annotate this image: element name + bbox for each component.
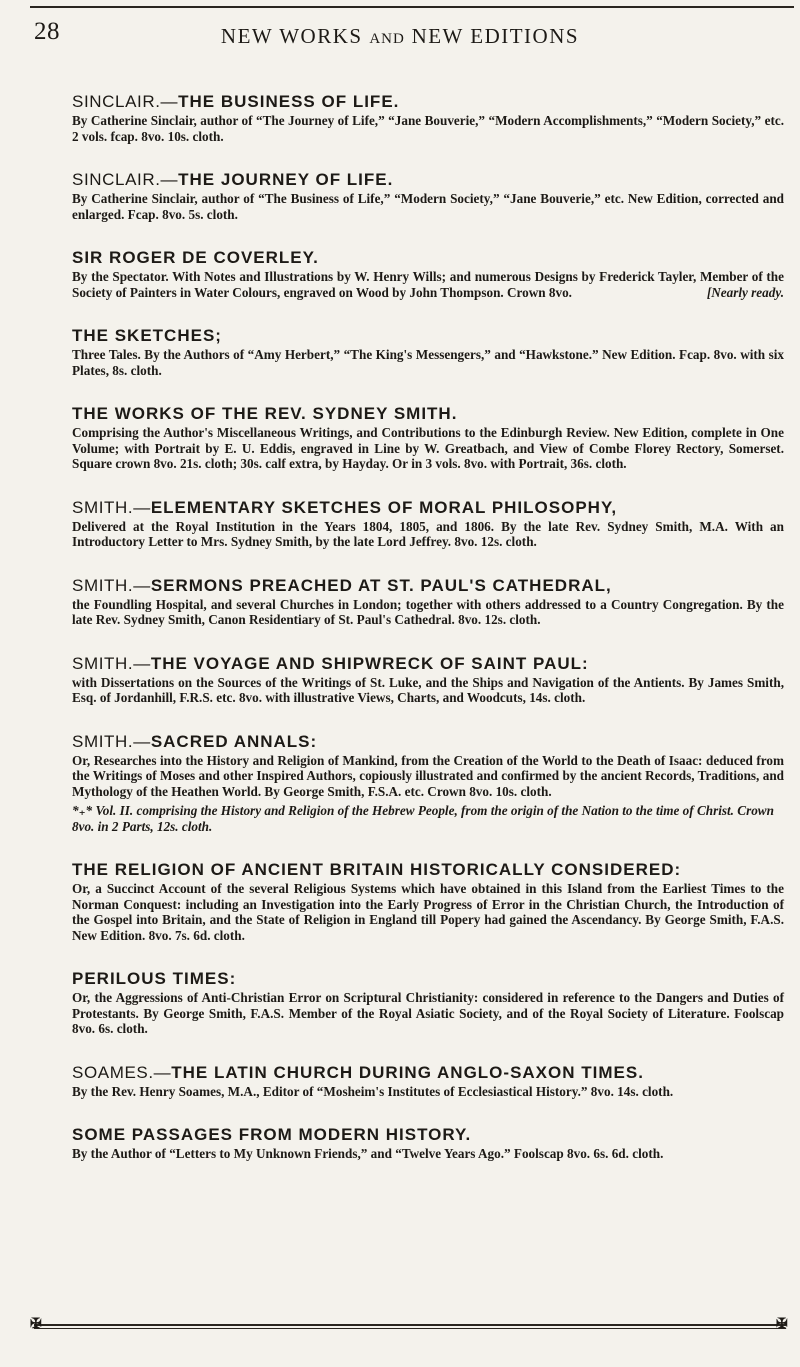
entry-author: SMITH.—	[72, 575, 151, 595]
running-head-part1: NEW WORKS	[220, 24, 363, 48]
list-item	[72, 170, 784, 222]
list-item	[72, 404, 784, 472]
list-item	[72, 969, 784, 1037]
list-item	[72, 654, 784, 706]
entry-title	[72, 498, 784, 517]
entry-title	[72, 92, 784, 111]
entry-title-text: SACRED ANNALS:	[150, 731, 318, 751]
entry-author: SMITH.—	[72, 731, 151, 751]
entry-description: Comprising the Author's Miscellaneous Writings, and Contributions to the Edinburgh Review. New Edition, complete in One Volume; with Portrait by E. U. Eddis, engraved in Line by W. Greatbach, and View of Combe Florey Rectory, Somerset. Square crown 8vo. 21s. cloth; 30s. calf extra, by Hayday. Or in 3 vols. 8vo. with Portrait, 36s. cloth.	[72, 425, 784, 471]
entry-title-text: THE VOYAGE AND SHIPWRECK OF SAINT PAUL:	[150, 653, 589, 673]
entry-title-text: PERILOUS TIMES:	[72, 969, 237, 988]
entry-description: Or, the Aggressions of Anti-Christian Error on Scriptural Christianity: considered in reference to the Dangers and Duties of Protestants. By George Smith, F.A.S. Member of the Royal Asiatic Society, and of the Royal Society of Literature. Foolscap 8vo. 6s. cloth.	[72, 990, 784, 1036]
entry-title	[72, 170, 784, 189]
list-item	[72, 248, 784, 300]
bottom-rule-thin	[34, 1328, 786, 1329]
list-item	[72, 92, 784, 144]
entry-title	[72, 326, 784, 345]
entry-description: Or, Researches into the History and Religion of Mankind, from the Creation of the World to the Death of Isaac: deduced from the Writings of Moses and other Inspired Authors, copiously illustrated and confirmed by the ancient Records, Traditions, and Mythology of the Heathen World. By George Smith, F.S.A. etc. Crown 8vo. 10s. cloth.	[72, 752, 784, 799]
list-item	[72, 1063, 784, 1100]
entry-title	[72, 1063, 784, 1082]
running-head-and: AND	[369, 31, 405, 47]
corner-ornament-left: ✠	[30, 1317, 42, 1332]
entry-title-text: THE RELIGION OF ANCIENT BRITAIN HISTORICALLY CONSIDERED:	[72, 860, 682, 879]
entry-description: By Catherine Sinclair, author of “The Business of Life,” “Modern Society,” “Jane Bouverie,” etc. New Edition, corrected and enlarged. Fcap. 8vo. 5s. cloth.	[72, 191, 784, 222]
page-number: 28	[34, 18, 60, 45]
entry-author: SINCLAIR.—	[72, 170, 179, 189]
entry-title-text: THE LATIN CHURCH DURING ANGLO-SAXON TIMES.	[171, 1062, 644, 1082]
availability-note: [Nearly ready.	[706, 284, 784, 300]
entry-title	[72, 576, 784, 595]
entry-title-text: SERMONS PREACHED AT ST. PAUL'S CATHEDRAL,	[150, 575, 612, 595]
entry-title-text: ELEMENTARY SKETCHES OF MORAL PHILOSOPHY,	[150, 497, 618, 517]
entry-description: with Dissertations on the Sources of the Writings of St. Luke, and the Ships and Navigation of the Antients. By James Smith, Esq. of Jordanhill, F.R.S. etc. 8vo. with illustrative Views, Charts, and Woodcuts, 14s. cloth.	[72, 674, 784, 705]
corner-ornament-right: ✠	[776, 1317, 788, 1332]
entry-description-text: By the Spectator. With Notes and Illustrations by W. Henry Wills; and numerous Designs by Frederick Tayler, Member of the Society of Painters in Water Colours, engraved on Wood by John Thompson. Crown 8vo.	[72, 269, 784, 300]
list-item	[72, 732, 784, 835]
entry-title-text: THE WORKS OF THE REV. SYDNEY SMITH.	[72, 404, 458, 423]
entry-title-text: THE SKETCHES;	[72, 326, 222, 345]
entry-title-text: THE BUSINESS OF LIFE.	[178, 92, 400, 111]
entry-title	[72, 1125, 784, 1144]
entry-title	[72, 654, 784, 673]
entry-description: By Catherine Sinclair, author of “The Journey of Life,” “Jane Bouverie,” “Modern Accomplishments,” “Modern Society,” etc. 2 vols. fcap. 8vo. 10s. cloth.	[72, 113, 784, 144]
entries-list	[72, 92, 784, 1188]
top-rule	[30, 6, 794, 8]
entry-title	[72, 732, 784, 751]
running-head	[0, 24, 800, 49]
entry-description	[72, 269, 784, 300]
list-item	[72, 576, 784, 628]
entry-description: Or, a Succinct Account of the several Religious Systems which have obtained in this Island from the Earliest Times to the Norman Conquest: including an Investigation into the Early Progress of Error in the Christian Church, the Introduction of the Gospel into Britain, and the State of Religion in England till Popery had gained the Ascendancy. By George Smith, F.A.S. New Edition. 8vo. 7s. 6d. cloth.	[72, 881, 784, 943]
entry-description: the Foundling Hospital, and several Churches in London; together with others addressed to a Country Congregation. By the late Rev. Sydney Smith, Canon Residentiary of St. Paul's Cathedral. 8vo. 12s. cloth.	[72, 596, 784, 627]
running-head-part2: NEW EDITIONS	[411, 24, 580, 48]
entry-title	[72, 969, 784, 988]
list-item	[72, 326, 784, 378]
entry-description: Delivered at the Royal Institution in the Years 1804, 1805, and 1806. By the late Rev. Sydney Smith, M.A. With an Introductory Letter to Mrs. Sydney Smith, by the late Lord Jeffrey. 8vo. 12s. cloth.	[72, 518, 784, 549]
entry-title	[72, 404, 784, 423]
entry-title-text: SOME PASSAGES FROM MODERN HISTORY.	[72, 1125, 472, 1144]
list-item	[72, 498, 784, 550]
list-item	[72, 1125, 784, 1162]
entry-description: By the Author of “Letters to My Unknown Friends,” and “Twelve Years Ago.” Foolscap 8vo. 6s. 6d. cloth.	[72, 1146, 664, 1161]
entry-title-text: SIR ROGER DE COVERLEY.	[72, 248, 319, 267]
list-item	[72, 860, 784, 943]
entry-note: *₊* Vol. II. comprising the History and Religion of the Hebrew People, from the origin of the Nation to the time of Christ. Crown 8vo. in 2 Parts, 12s. cloth.	[72, 803, 774, 834]
entry-author: SINCLAIR.—	[72, 92, 179, 111]
entry-title-text: THE JOURNEY OF LIFE.	[178, 170, 394, 189]
entry-author: SMITH.—	[72, 497, 151, 517]
entry-description: By the Rev. Henry Soames, M.A., Editor of “Mosheim's Institutes of Ecclesiastical History.” 8vo. 14s. cloth.	[72, 1083, 674, 1099]
entry-title	[72, 860, 784, 879]
entry-author: SOAMES.—	[72, 1062, 172, 1082]
entry-description: Three Tales. By the Authors of “Amy Herbert,” “The King's Messengers,” and “Hawkstone.” New Edition. Fcap. 8vo. with six Plates, 8s. cloth.	[72, 347, 784, 378]
bottom-rule	[34, 1324, 786, 1326]
entry-title	[72, 248, 784, 267]
entry-author: SMITH.—	[72, 653, 151, 673]
